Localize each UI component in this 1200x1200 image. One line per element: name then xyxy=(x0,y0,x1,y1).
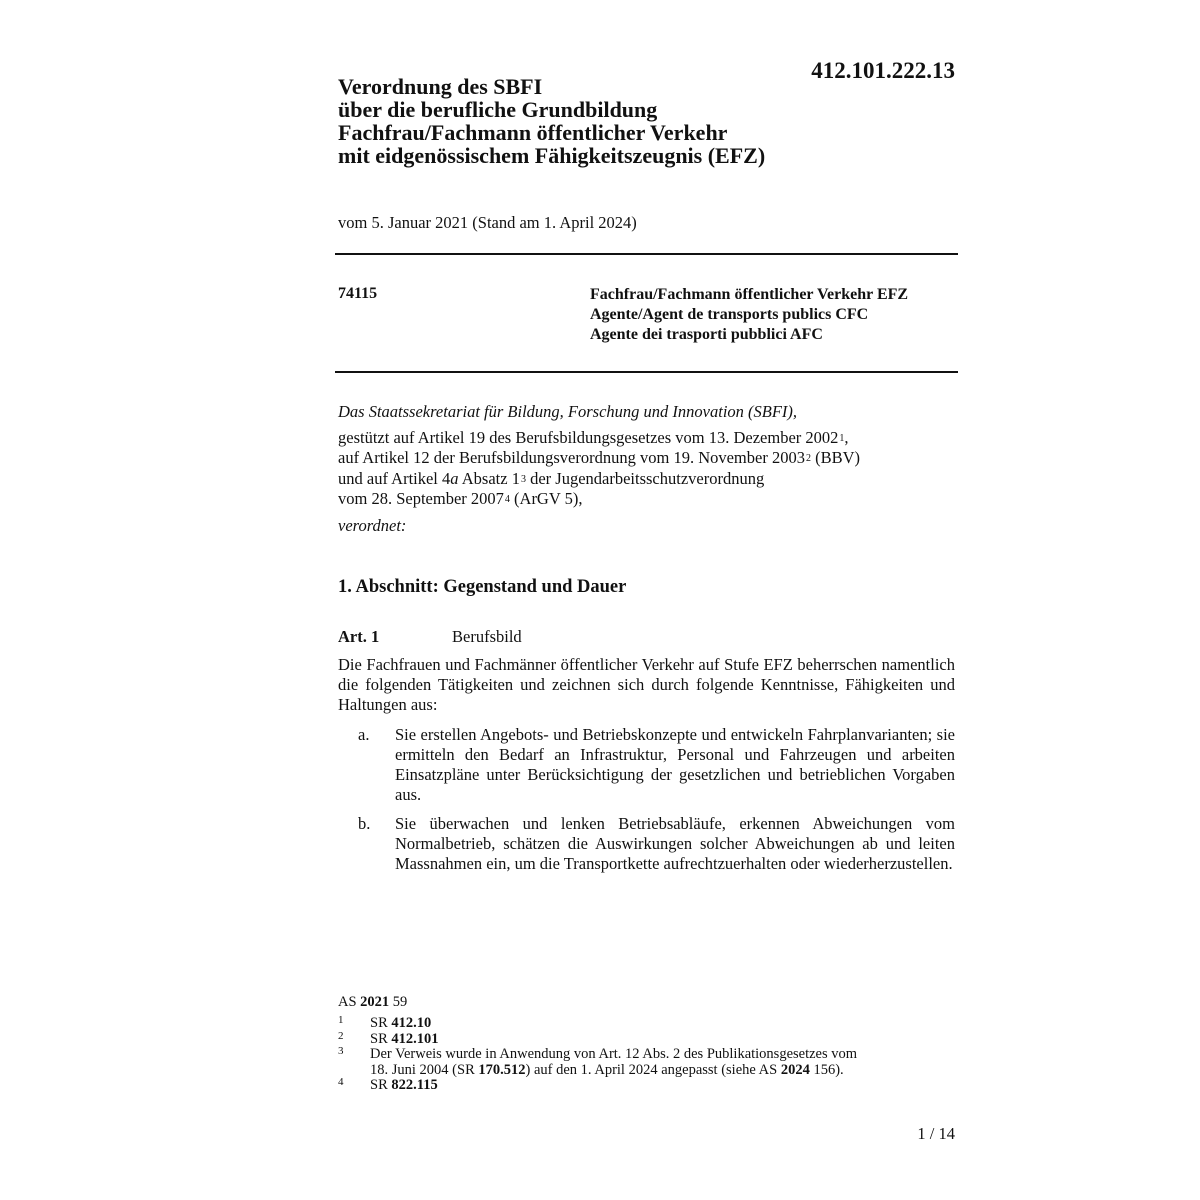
preamble xyxy=(338,402,958,536)
profession-names xyxy=(590,285,908,345)
basis-line-3: und auf Artikel 4a Absatz $1^3$ der Jugendarbeitsschutzverordnung xyxy=(338,468,765,488)
divider-top xyxy=(335,253,958,255)
list-item-text: Sie erstellen Angebots- und Betriebskonzepte und entwickeln Fahrplanvarianten; sie ermitteln den Bedarf an Infrastruktur, Personal und Fahrzeugen und arbeiten Einsatzpläne unter Berücksichtigung der gesetzlichen und betrieblichen Vorgaben aus. xyxy=(395,725,955,804)
sr-number: 412.101.222.13 xyxy=(811,58,955,83)
divider-bottom xyxy=(335,371,958,373)
date-line: vom 5. Januar 2021 (Stand am 1. April 2024) xyxy=(338,213,637,232)
profession-name-de: Fachfrau/Fachmann öffentlicher Verkehr EFZ xyxy=(590,286,909,303)
article-intro: Die Fachfrauen und Fachmänner öffentlicher Verkehr auf Stufe EFZ beherrschen namentlich die folgenden Tätigkeiten und zeichnen sich durch folgende Kenntnisse, Fähigkeiten und Haltungen aus: xyxy=(338,655,955,714)
footnote-ref-4[interactable]: 4 xyxy=(504,494,510,505)
profession-code: 74115 xyxy=(338,285,378,302)
basis-line-1: gestützt auf Artikel 19 des Berufsbildungsgesetzes vom 13. Dezember 2002$^1$, xyxy=(338,427,849,447)
basis-line-4: vom 28. September 2007$^4$ (ArGV 5), xyxy=(338,489,583,508)
legal-basis xyxy=(338,428,958,510)
document-title xyxy=(338,75,765,167)
article-number: Art. 1 xyxy=(338,627,380,646)
list-item-letter: b. xyxy=(358,814,371,833)
footnotes xyxy=(338,1016,958,1094)
footnote-ref-2[interactable]: 2 xyxy=(805,453,811,464)
official-compilation-ref: AS 2021 59 xyxy=(338,994,408,1010)
basis-line-2: auf Artikel 12 der Berufsbildungsverordnung vom 19. November 2003$^2$ (BBV) xyxy=(338,448,861,467)
footnote-2: 2 SR 412.101 xyxy=(338,1029,439,1047)
title-line-1: Verordnung des SBFI xyxy=(338,74,543,99)
enacting-verb: verordnet: xyxy=(338,515,407,535)
footnote-4: 4 SR 822.115 xyxy=(338,1076,438,1093)
section-heading: 1. Abschnitt: Gegenstand und Dauer xyxy=(338,577,627,597)
list-item-text: Sie überwachen und lenken Betriebsabläufe, erkennen Abweichungen vom Normalbetrieb, schätzen die Auswirkungen solcher Abweichungen ab und leiten Massnahmen ein, um die Transportkette aufrechtzuerhalten oder wiederherzustellen. xyxy=(395,814,955,873)
title-line-2: über die berufliche Grundbildung xyxy=(338,97,658,122)
list-item xyxy=(338,814,955,874)
footnote-3: 3 Der Verweis wurde in Anwendung von Art. 12 Abs. 2 des Publikationsgesetzes vom 18. Juni 2004 (SR 170.512) auf den 1. April 2024 angepasst (siehe AS 2024 156). xyxy=(338,1045,858,1078)
footnote-1: 1 SR 412.10 xyxy=(338,1014,432,1031)
page-number: 1 / 14 xyxy=(917,1124,955,1143)
list-item xyxy=(338,725,955,805)
footnote-ref-3[interactable]: 3 xyxy=(520,473,526,485)
list-item-letter: a. xyxy=(358,725,370,744)
title-line-4: mit eidgenössischem Fähigkeitszeugnis (EFZ) xyxy=(338,143,766,168)
article-title: Berufsbild xyxy=(452,627,522,646)
footnote-ref-1[interactable]: 1 xyxy=(839,432,845,444)
profession-name-it: Agente dei trasporti pubblici AFC xyxy=(590,326,823,343)
profession-name-fr: Agente/Agent de transports publics CFC xyxy=(590,306,869,323)
title-line-3: Fachfrau/Fachmann öffentlicher Verkehr xyxy=(338,120,728,145)
issuer: Das Staatssekretariat für Bildung, Forschung und Innovation (SBFI), xyxy=(338,402,798,421)
